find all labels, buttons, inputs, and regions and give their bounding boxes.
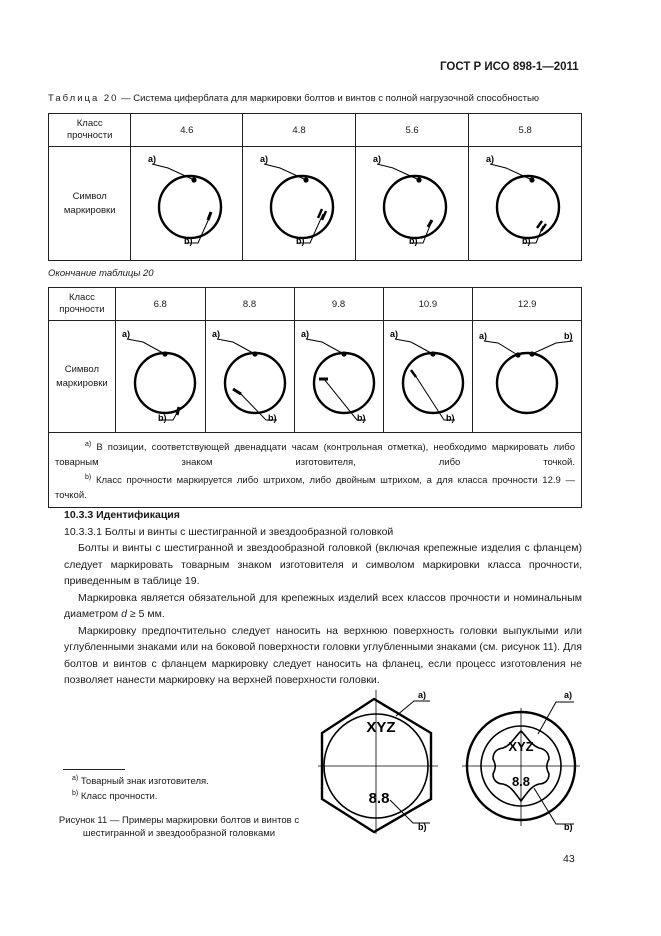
class-mark-text: 8.8 — [368, 790, 390, 807]
svg-text:b): b) — [267, 413, 277, 423]
svg-text:a): a) — [122, 329, 131, 339]
class-value: 9.8 — [331, 298, 346, 310]
class-header-cell — [49, 288, 116, 321]
symbol-cell — [355, 147, 468, 261]
class-value: 5.8 — [518, 124, 532, 136]
table-notes-row — [49, 433, 582, 508]
svg-text:a): a) — [300, 329, 309, 339]
paragraph-1: Болты и винты с шестигранной и звездообразной головкой (включая крепежные изделия с фланцем) следует маркировать товарным знаком изготовителя и символом маркировки класса прочности, приведенным в таблице 19. — [64, 542, 582, 587]
figure-caption: Рисунок 11 — Примеры маркировки болтов и винтов с шестигранной и звездообразной головками — [58, 815, 300, 839]
class-value: 6.8 — [153, 298, 167, 310]
marking-symbol-5-6 — [357, 147, 467, 257]
footnote-b: $^{b)}$ Класс прочности. — [72, 790, 158, 803]
table-20-end — [48, 287, 582, 508]
class-value: 5.6 — [405, 124, 419, 136]
svg-text:a): a) — [373, 154, 382, 164]
figure-star-head — [456, 686, 582, 836]
class-value: 10.9 — [418, 298, 438, 310]
class-value: 12.9 — [517, 298, 537, 310]
paragraph-2: Маркировка является обязательной для крепежных изделий всех классов прочности и номинальным диаметром d ≥ 5 мм. — [64, 591, 582, 620]
svg-text:b): b) — [418, 822, 427, 832]
table-row — [49, 321, 582, 433]
class-mark-text: 8.8 — [511, 774, 531, 789]
class-cell — [355, 114, 468, 147]
symbol-cell — [131, 147, 243, 261]
class-cell — [131, 114, 243, 147]
subsection-heading: 10.3.3.1 Болты и винты с шестигранной и звездообразной головкой — [64, 525, 394, 538]
marking-symbol-6-8 — [116, 321, 204, 429]
svg-text:b): b) — [522, 236, 531, 246]
symbol-cell — [469, 147, 582, 261]
table-20 — [48, 113, 582, 261]
class-value: 8.8 — [242, 298, 257, 310]
class-cell — [115, 288, 205, 321]
svg-text:a): a) — [418, 690, 427, 700]
class-cell — [469, 114, 582, 147]
svg-text:b): b) — [158, 413, 167, 423]
svg-text:b): b) — [409, 236, 418, 246]
class-cell — [294, 288, 383, 321]
footnote-divider — [63, 769, 125, 770]
marking-symbol-8-8 — [206, 321, 294, 429]
section-text — [64, 507, 582, 689]
svg-text:b): b) — [563, 331, 573, 341]
class-cell — [205, 288, 294, 321]
class-cell — [473, 288, 582, 321]
note-a: $^{a)}$ В позиции, соответствующей двенадцати часам (контрольная отметка), необходимо маркировать либо товарным знаком изготовителя, либо точкой. — [55, 441, 575, 469]
svg-text:b): b) — [356, 413, 366, 423]
marking-symbol-4-8 — [244, 147, 354, 257]
svg-text:a): a) — [478, 331, 487, 341]
class-header-cell — [49, 114, 131, 147]
class-value: 4.8 — [292, 124, 306, 136]
symbol-header-text: Символ маркировки — [56, 363, 108, 389]
symbol-cell — [115, 321, 205, 433]
marking-symbol-9-8 — [295, 321, 383, 429]
svg-text:b): b) — [564, 822, 573, 832]
symbol-cell — [383, 321, 473, 433]
marking-symbol-5-8 — [470, 147, 580, 257]
symbol-cell — [473, 321, 582, 433]
svg-text:b): b) — [296, 236, 305, 246]
table-row — [49, 288, 582, 321]
svg-text:a): a) — [564, 690, 573, 700]
symbol-cell — [294, 321, 383, 433]
symbol-cell — [205, 321, 294, 433]
svg-text:a): a) — [211, 329, 220, 339]
table-caption-text: — Система циферблата для маркировки болтов и винтов с полной нагрузочной способностью — [118, 93, 540, 104]
symbol-cell — [243, 147, 356, 261]
marking-symbol-12-9 — [474, 321, 581, 429]
symbol-header-cell — [49, 147, 131, 261]
svg-text:b): b) — [445, 413, 455, 423]
table-continuation-caption: Окончание таблицы 20 — [48, 268, 154, 279]
symbol-header-cell — [49, 321, 116, 433]
svg-text:b): b) — [183, 236, 193, 246]
marking-symbol-10-9 — [384, 321, 472, 429]
table-row — [49, 114, 582, 147]
symbol-header-text: Символ маркировки — [63, 190, 116, 216]
table-row — [49, 147, 582, 261]
svg-text:a): a) — [486, 154, 495, 164]
class-value: 4.6 — [180, 124, 194, 136]
marking-symbol-4-6 — [132, 147, 242, 257]
class-header-text: Класс прочности — [59, 292, 105, 315]
class-header-text: Класс прочности — [67, 118, 113, 141]
document-header: ГОСТ Р ИСО 898-1—2011 — [440, 61, 579, 73]
svg-text:a): a) — [260, 154, 269, 164]
class-cell — [243, 114, 356, 147]
svg-text:a): a) — [389, 329, 398, 339]
page-number: 43 — [563, 853, 575, 865]
table-notes — [49, 433, 582, 508]
class-cell — [383, 288, 473, 321]
manufacturer-mark-text: XYZ — [366, 719, 396, 736]
svg-text:a): a) — [147, 154, 156, 164]
footnote-a: $^{a)}$ Товарный знак изготовителя. — [72, 775, 209, 788]
figure-hex-head — [318, 686, 440, 836]
paragraph-3: Маркировку предпочтительно следует наносить на верхнюю поверхность головки выпуклыми или углубленными знаками или на боковой поверхности головки углубленными знаками (см. рисунок 11). Для болтов и винтов с фланцем маркировку следует наносить на фланец, если процесс изготовления не позволяет нанести маркировку на верхней поверхности головки. — [64, 624, 582, 686]
table-caption — [48, 93, 539, 104]
table-caption-label: Таблица 20 — [48, 93, 119, 104]
section-heading: 10.3.3 Идентификация — [64, 509, 180, 521]
manufacturer-mark-text: XYZ — [508, 739, 534, 754]
note-b: $^{b)}$ Класс прочности маркируется либо штрихом, либо двойным штрихом, а для класса прочности 12.9 — точкой. — [55, 474, 575, 502]
